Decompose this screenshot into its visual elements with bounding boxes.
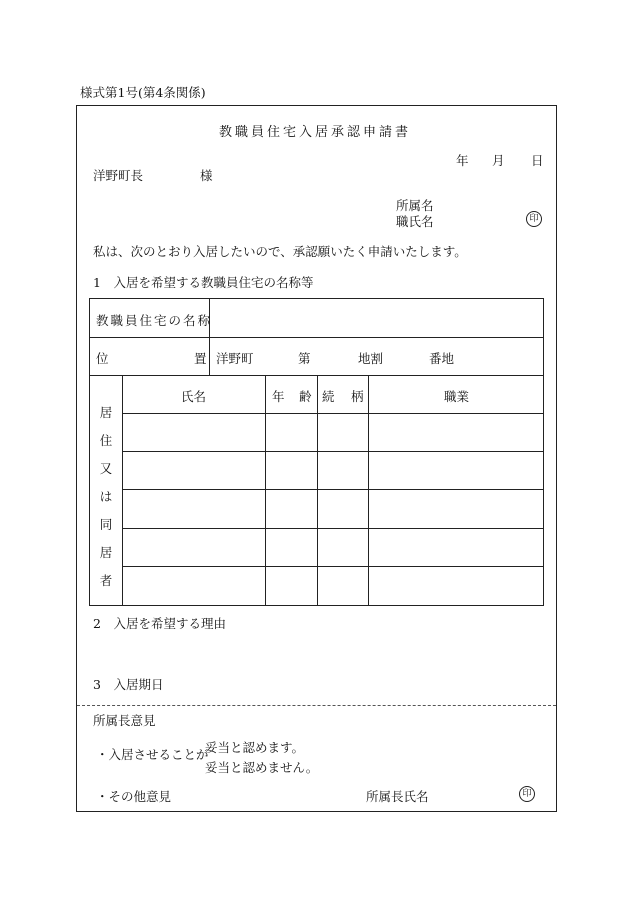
other-opinion-label: ・その他意見	[96, 789, 172, 804]
residents-side-label-char: 又	[99, 461, 113, 476]
date-month-label: 月	[492, 153, 505, 168]
principal-opinion-label: 所属長意見	[93, 713, 156, 728]
location-label-right: 置	[194, 351, 207, 366]
residents-side-label-char: 居	[99, 405, 113, 420]
location-banchi: 番地	[429, 351, 455, 366]
table-row-divider	[90, 337, 543, 338]
applicant-affiliation-label: 所属名	[396, 198, 434, 213]
housing-name-label: 教職員住宅の名称	[96, 313, 213, 328]
column-header-age-b: 齢	[299, 389, 312, 404]
option-disapprove: 妥当と認めません。	[205, 760, 319, 775]
residents-side-label-char: 住	[99, 433, 113, 448]
column-header-occupation: 職業	[444, 389, 470, 404]
principal-seal-icon: 印	[519, 786, 535, 802]
column-header-name: 氏名	[181, 389, 207, 404]
residents-side-label-char: 同	[99, 517, 113, 532]
location-label-left: 位	[96, 351, 109, 366]
location-town: 洋野町	[216, 351, 254, 366]
date-day-label: 日	[531, 153, 544, 168]
table-row-divider	[122, 489, 543, 490]
dashed-divider	[77, 705, 556, 706]
table-col-divider	[368, 375, 369, 605]
residents-side-label-char: 居	[99, 545, 113, 560]
move-in-question: ・入居させることが	[96, 747, 209, 762]
column-header-relation-b: 柄	[351, 389, 364, 404]
housing-table	[89, 298, 544, 606]
residents-side-label-char: 者	[99, 573, 113, 588]
table-col-divider	[122, 375, 123, 605]
column-header-relation-a: 続	[322, 389, 335, 404]
addressee-honorific: 様	[200, 168, 213, 183]
location-dai: 第	[298, 351, 311, 366]
residents-side-label-char: は	[99, 489, 113, 504]
section-2-heading: 2 入居を希望する理由	[93, 616, 226, 631]
addressee-name: 洋野町長	[93, 168, 144, 183]
applicant-seal-icon: 印	[526, 211, 542, 227]
applicant-name-label: 職氏名	[396, 214, 434, 229]
date-year-label: 年	[456, 153, 469, 168]
table-row-divider	[122, 451, 543, 452]
option-approve: 妥当と認めます。	[205, 740, 305, 755]
table-row-divider	[122, 528, 543, 529]
table-row-divider	[122, 413, 543, 414]
form-title: 教職員住宅入居承認申請書	[218, 125, 411, 140]
table-col-divider	[265, 375, 266, 605]
location-chiwari: 地割	[358, 351, 384, 366]
column-header-age-a: 年	[272, 389, 285, 404]
table-row-divider	[122, 566, 543, 567]
principal-name-label: 所属長氏名	[366, 789, 429, 804]
request-statement: 私は、次のとおり入居したいので、承認願いたく申請いたします。	[93, 244, 467, 259]
table-col-divider	[317, 375, 318, 605]
section-1-heading: 1 入居を希望する教職員住宅の名称等	[93, 275, 314, 290]
section-3-heading: 3 入居期日	[93, 677, 164, 692]
form-number-label: 様式第1号(第4条関係)	[80, 85, 206, 100]
